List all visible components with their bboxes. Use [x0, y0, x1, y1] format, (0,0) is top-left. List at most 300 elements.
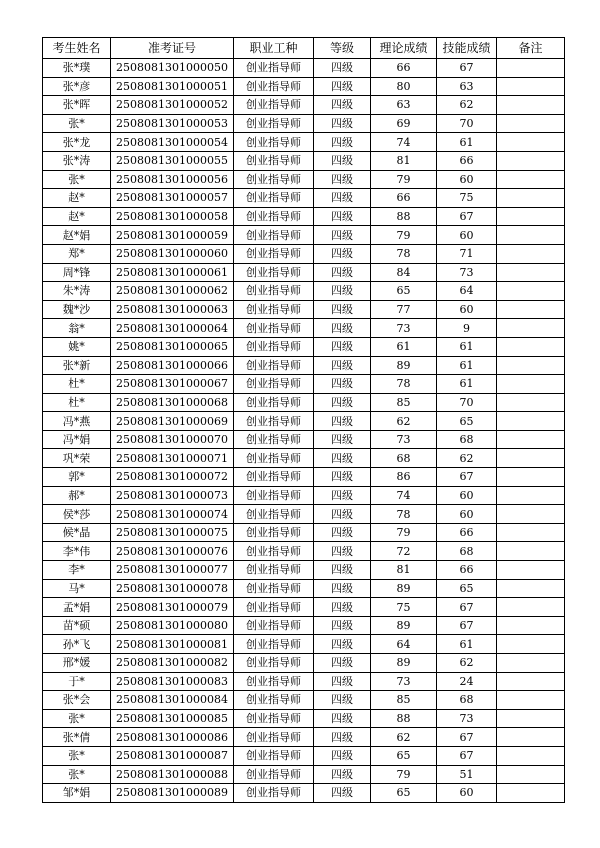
cell-skill-score: 68 — [437, 542, 497, 561]
table-row — [43, 412, 565, 431]
cell-level: 四级 — [314, 189, 371, 208]
cell-exam-id: 2508081301000062 — [111, 282, 234, 301]
cell-exam-id: 2508081301000057 — [111, 189, 234, 208]
cell-name: 邹*娟 — [43, 784, 111, 803]
cell-exam-id: 2508081301000063 — [111, 300, 234, 319]
cell-remarks — [497, 151, 565, 170]
cell-skill-score: 65 — [437, 412, 497, 431]
cell-level: 四级 — [314, 170, 371, 189]
cell-level: 四级 — [314, 542, 371, 561]
table-row — [43, 189, 565, 208]
cell-name: 姚* — [43, 337, 111, 356]
cell-theory-score: 84 — [371, 263, 437, 282]
cell-name: 侯*莎 — [43, 505, 111, 524]
cell-level: 四级 — [314, 337, 371, 356]
table-row — [43, 523, 565, 542]
header-skill-score: 技能成绩 — [437, 38, 497, 59]
cell-theory-score: 89 — [371, 616, 437, 635]
cell-name: 巩*荣 — [43, 449, 111, 468]
cell-skill-score: 61 — [437, 133, 497, 152]
cell-exam-id: 2508081301000067 — [111, 375, 234, 394]
cell-name: 郑* — [43, 244, 111, 263]
cell-theory-score: 81 — [371, 151, 437, 170]
cell-theory-score: 79 — [371, 523, 437, 542]
cell-name: 邢*媛 — [43, 654, 111, 673]
cell-skill-score: 63 — [437, 77, 497, 96]
cell-exam-id: 2508081301000069 — [111, 412, 234, 431]
cell-name: 郝* — [43, 486, 111, 505]
cell-skill-score: 24 — [437, 672, 497, 691]
cell-theory-score: 89 — [371, 356, 437, 375]
cell-name: 张*彦 — [43, 77, 111, 96]
cell-remarks — [497, 709, 565, 728]
cell-theory-score: 73 — [371, 672, 437, 691]
cell-occupation: 创业指导师 — [234, 709, 314, 728]
cell-theory-score: 61 — [371, 337, 437, 356]
cell-level: 四级 — [314, 226, 371, 245]
cell-exam-id: 2508081301000060 — [111, 244, 234, 263]
table-row — [43, 468, 565, 487]
cell-level: 四级 — [314, 77, 371, 96]
cell-theory-score: 78 — [371, 505, 437, 524]
cell-theory-score: 89 — [371, 579, 437, 598]
cell-remarks — [497, 672, 565, 691]
cell-exam-id: 2508081301000056 — [111, 170, 234, 189]
cell-skill-score: 67 — [437, 746, 497, 765]
cell-name: 孙*飞 — [43, 635, 111, 654]
cell-occupation: 创业指导师 — [234, 356, 314, 375]
cell-remarks — [497, 282, 565, 301]
table-row — [43, 430, 565, 449]
cell-occupation: 创业指导师 — [234, 412, 314, 431]
cell-remarks — [497, 59, 565, 78]
cell-occupation: 创业指导师 — [234, 691, 314, 710]
cell-exam-id: 2508081301000054 — [111, 133, 234, 152]
cell-name: 马* — [43, 579, 111, 598]
cell-theory-score: 85 — [371, 393, 437, 412]
cell-occupation: 创业指导师 — [234, 96, 314, 115]
cell-level: 四级 — [314, 96, 371, 115]
table-row — [43, 226, 565, 245]
cell-theory-score: 85 — [371, 691, 437, 710]
table-row — [43, 96, 565, 115]
table-row — [43, 505, 565, 524]
cell-level: 四级 — [314, 579, 371, 598]
cell-level: 四级 — [314, 561, 371, 580]
cell-skill-score: 67 — [437, 207, 497, 226]
cell-exam-id: 2508081301000079 — [111, 598, 234, 617]
table-row — [43, 356, 565, 375]
cell-skill-score: 66 — [437, 561, 497, 580]
cell-exam-id: 2508081301000065 — [111, 337, 234, 356]
cell-theory-score: 66 — [371, 59, 437, 78]
cell-name: 张*新 — [43, 356, 111, 375]
cell-remarks — [497, 691, 565, 710]
cell-theory-score: 73 — [371, 430, 437, 449]
header-level: 等级 — [314, 38, 371, 59]
table-row — [43, 709, 565, 728]
cell-level: 四级 — [314, 282, 371, 301]
cell-occupation: 创业指导师 — [234, 244, 314, 263]
cell-exam-id: 2508081301000053 — [111, 114, 234, 133]
cell-level: 四级 — [314, 523, 371, 542]
cell-exam-id: 2508081301000087 — [111, 746, 234, 765]
table-row — [43, 77, 565, 96]
cell-name: 张* — [43, 746, 111, 765]
cell-name: 张*会 — [43, 691, 111, 710]
cell-level: 四级 — [314, 616, 371, 635]
cell-remarks — [497, 77, 565, 96]
cell-occupation: 创业指导师 — [234, 133, 314, 152]
cell-exam-id: 2508081301000073 — [111, 486, 234, 505]
cell-name: 候*晶 — [43, 523, 111, 542]
table-row — [43, 263, 565, 282]
cell-skill-score: 70 — [437, 114, 497, 133]
cell-exam-id: 2508081301000074 — [111, 505, 234, 524]
cell-skill-score: 67 — [437, 598, 497, 617]
cell-remarks — [497, 319, 565, 338]
table-row — [43, 746, 565, 765]
cell-occupation: 创业指导师 — [234, 784, 314, 803]
cell-name: 冯*娟 — [43, 430, 111, 449]
cell-occupation: 创业指导师 — [234, 189, 314, 208]
score-table — [42, 37, 565, 803]
cell-skill-score: 60 — [437, 170, 497, 189]
cell-theory-score: 79 — [371, 170, 437, 189]
cell-occupation: 创业指导师 — [234, 226, 314, 245]
cell-remarks — [497, 765, 565, 784]
cell-skill-score: 51 — [437, 765, 497, 784]
table-row — [43, 579, 565, 598]
cell-exam-id: 2508081301000061 — [111, 263, 234, 282]
table-row — [43, 635, 565, 654]
cell-name: 张*倩 — [43, 728, 111, 747]
cell-exam-id: 2508081301000083 — [111, 672, 234, 691]
cell-exam-id: 2508081301000082 — [111, 654, 234, 673]
cell-exam-id: 2508081301000052 — [111, 96, 234, 115]
cell-skill-score: 60 — [437, 784, 497, 803]
cell-occupation: 创业指导师 — [234, 337, 314, 356]
table-row — [43, 765, 565, 784]
cell-skill-score: 60 — [437, 226, 497, 245]
cell-name: 杜* — [43, 375, 111, 394]
cell-theory-score: 63 — [371, 96, 437, 115]
cell-theory-score: 80 — [371, 77, 437, 96]
cell-remarks — [497, 746, 565, 765]
cell-skill-score: 61 — [437, 375, 497, 394]
table-row — [43, 244, 565, 263]
cell-remarks — [497, 654, 565, 673]
cell-level: 四级 — [314, 709, 371, 728]
cell-level: 四级 — [314, 654, 371, 673]
cell-theory-score: 65 — [371, 784, 437, 803]
cell-theory-score: 66 — [371, 189, 437, 208]
cell-level: 四级 — [314, 244, 371, 263]
cell-theory-score: 65 — [371, 746, 437, 765]
header-exam-id: 准考证号 — [111, 38, 234, 59]
table-row — [43, 282, 565, 301]
cell-theory-score: 81 — [371, 561, 437, 580]
cell-occupation: 创业指导师 — [234, 430, 314, 449]
table-row — [43, 691, 565, 710]
cell-theory-score: 78 — [371, 244, 437, 263]
cell-exam-id: 2508081301000084 — [111, 691, 234, 710]
cell-occupation: 创业指导师 — [234, 114, 314, 133]
cell-remarks — [497, 449, 565, 468]
table-row — [43, 784, 565, 803]
cell-remarks — [497, 635, 565, 654]
cell-level: 四级 — [314, 449, 371, 468]
cell-skill-score: 62 — [437, 96, 497, 115]
cell-skill-score: 73 — [437, 263, 497, 282]
cell-remarks — [497, 393, 565, 412]
table-row — [43, 449, 565, 468]
cell-occupation: 创业指导师 — [234, 282, 314, 301]
cell-theory-score: 78 — [371, 375, 437, 394]
cell-level: 四级 — [314, 300, 371, 319]
cell-level: 四级 — [314, 505, 371, 524]
cell-skill-score: 61 — [437, 635, 497, 654]
cell-occupation: 创业指导师 — [234, 449, 314, 468]
cell-skill-score: 67 — [437, 59, 497, 78]
cell-exam-id: 2508081301000086 — [111, 728, 234, 747]
cell-exam-id: 2508081301000072 — [111, 468, 234, 487]
cell-level: 四级 — [314, 691, 371, 710]
cell-name: 赵* — [43, 207, 111, 226]
cell-skill-score: 71 — [437, 244, 497, 263]
cell-occupation: 创业指导师 — [234, 598, 314, 617]
header-theory-score: 理论成绩 — [371, 38, 437, 59]
cell-level: 四级 — [314, 765, 371, 784]
cell-occupation: 创业指导师 — [234, 654, 314, 673]
cell-skill-score: 68 — [437, 430, 497, 449]
cell-skill-score: 61 — [437, 337, 497, 356]
cell-occupation: 创业指导师 — [234, 319, 314, 338]
cell-remarks — [497, 542, 565, 561]
cell-occupation: 创业指导师 — [234, 505, 314, 524]
cell-occupation: 创业指导师 — [234, 59, 314, 78]
cell-occupation: 创业指导师 — [234, 672, 314, 691]
cell-remarks — [497, 244, 565, 263]
cell-remarks — [497, 96, 565, 115]
cell-occupation: 创业指导师 — [234, 765, 314, 784]
cell-remarks — [497, 170, 565, 189]
cell-remarks — [497, 505, 565, 524]
cell-skill-score: 62 — [437, 449, 497, 468]
cell-skill-score: 68 — [437, 691, 497, 710]
cell-exam-id: 2508081301000088 — [111, 765, 234, 784]
cell-remarks — [497, 337, 565, 356]
table-row — [43, 616, 565, 635]
cell-skill-score: 70 — [437, 393, 497, 412]
cell-theory-score: 75 — [371, 598, 437, 617]
cell-theory-score: 69 — [371, 114, 437, 133]
cell-level: 四级 — [314, 319, 371, 338]
cell-exam-id: 2508081301000059 — [111, 226, 234, 245]
cell-name: 周*锋 — [43, 263, 111, 282]
cell-name: 张*晖 — [43, 96, 111, 115]
cell-theory-score: 74 — [371, 133, 437, 152]
table-row — [43, 393, 565, 412]
cell-exam-id: 2508081301000077 — [111, 561, 234, 580]
cell-remarks — [497, 356, 565, 375]
cell-level: 四级 — [314, 486, 371, 505]
cell-level: 四级 — [314, 133, 371, 152]
cell-remarks — [497, 412, 565, 431]
cell-name: 李*伟 — [43, 542, 111, 561]
cell-skill-score: 60 — [437, 300, 497, 319]
table-row — [43, 114, 565, 133]
cell-level: 四级 — [314, 151, 371, 170]
cell-theory-score: 88 — [371, 207, 437, 226]
cell-skill-score: 60 — [437, 505, 497, 524]
cell-occupation: 创业指导师 — [234, 207, 314, 226]
cell-level: 四级 — [314, 784, 371, 803]
cell-skill-score: 9 — [437, 319, 497, 338]
cell-occupation: 创业指导师 — [234, 561, 314, 580]
table-row — [43, 375, 565, 394]
table-row — [43, 337, 565, 356]
cell-remarks — [497, 430, 565, 449]
cell-level: 四级 — [314, 412, 371, 431]
cell-name: 张* — [43, 765, 111, 784]
cell-theory-score: 62 — [371, 728, 437, 747]
cell-theory-score: 77 — [371, 300, 437, 319]
cell-skill-score: 75 — [437, 189, 497, 208]
cell-remarks — [497, 728, 565, 747]
cell-occupation: 创业指导师 — [234, 728, 314, 747]
cell-remarks — [497, 263, 565, 282]
cell-theory-score: 88 — [371, 709, 437, 728]
cell-occupation: 创业指导师 — [234, 542, 314, 561]
cell-theory-score: 62 — [371, 412, 437, 431]
cell-remarks — [497, 114, 565, 133]
cell-level: 四级 — [314, 375, 371, 394]
cell-exam-id: 2508081301000064 — [111, 319, 234, 338]
cell-level: 四级 — [314, 672, 371, 691]
cell-exam-id: 2508081301000070 — [111, 430, 234, 449]
cell-name: 翁* — [43, 319, 111, 338]
cell-occupation: 创业指导师 — [234, 616, 314, 635]
cell-name: 李* — [43, 561, 111, 580]
cell-remarks — [497, 207, 565, 226]
table-row — [43, 319, 565, 338]
cell-level: 四级 — [314, 635, 371, 654]
cell-occupation: 创业指导师 — [234, 300, 314, 319]
cell-exam-id: 2508081301000071 — [111, 449, 234, 468]
cell-skill-score: 65 — [437, 579, 497, 598]
table-row — [43, 59, 565, 78]
cell-occupation: 创业指导师 — [234, 468, 314, 487]
cell-occupation: 创业指导师 — [234, 486, 314, 505]
cell-exam-id: 2508081301000068 — [111, 393, 234, 412]
cell-remarks — [497, 226, 565, 245]
cell-name: 于* — [43, 672, 111, 691]
cell-name: 张*龙 — [43, 133, 111, 152]
cell-exam-id: 2508081301000075 — [111, 523, 234, 542]
cell-name: 杜* — [43, 393, 111, 412]
cell-exam-id: 2508081301000089 — [111, 784, 234, 803]
cell-skill-score: 67 — [437, 616, 497, 635]
cell-theory-score: 89 — [371, 654, 437, 673]
cell-occupation: 创业指导师 — [234, 523, 314, 542]
table-row — [43, 654, 565, 673]
cell-skill-score: 67 — [437, 728, 497, 747]
table-row — [43, 672, 565, 691]
cell-theory-score: 64 — [371, 635, 437, 654]
cell-occupation: 创业指导师 — [234, 579, 314, 598]
cell-remarks — [497, 561, 565, 580]
table-row — [43, 486, 565, 505]
cell-occupation: 创业指导师 — [234, 170, 314, 189]
cell-remarks — [497, 579, 565, 598]
cell-skill-score: 66 — [437, 151, 497, 170]
header-row — [43, 38, 565, 59]
cell-theory-score: 86 — [371, 468, 437, 487]
cell-theory-score: 73 — [371, 319, 437, 338]
cell-name: 朱*涛 — [43, 282, 111, 301]
table-row — [43, 133, 565, 152]
table-row — [43, 151, 565, 170]
cell-occupation: 创业指导师 — [234, 635, 314, 654]
cell-remarks — [497, 523, 565, 542]
cell-exam-id: 2508081301000085 — [111, 709, 234, 728]
table-row — [43, 561, 565, 580]
cell-skill-score: 66 — [437, 523, 497, 542]
cell-level: 四级 — [314, 468, 371, 487]
cell-level: 四级 — [314, 59, 371, 78]
cell-name: 赵*娟 — [43, 226, 111, 245]
cell-occupation: 创业指导师 — [234, 746, 314, 765]
table-row — [43, 728, 565, 747]
cell-skill-score: 61 — [437, 356, 497, 375]
header-name: 考生姓名 — [43, 38, 111, 59]
table-row — [43, 207, 565, 226]
table-row — [43, 542, 565, 561]
cell-exam-id: 2508081301000055 — [111, 151, 234, 170]
cell-name: 赵* — [43, 189, 111, 208]
cell-exam-id: 2508081301000050 — [111, 59, 234, 78]
cell-remarks — [497, 784, 565, 803]
cell-remarks — [497, 375, 565, 394]
cell-level: 四级 — [314, 356, 371, 375]
cell-exam-id: 2508081301000076 — [111, 542, 234, 561]
cell-occupation: 创业指导师 — [234, 151, 314, 170]
cell-level: 四级 — [314, 728, 371, 747]
cell-level: 四级 — [314, 114, 371, 133]
cell-name: 苗*硕 — [43, 616, 111, 635]
cell-occupation: 创业指导师 — [234, 77, 314, 96]
cell-remarks — [497, 300, 565, 319]
header-occupation: 职业工种 — [234, 38, 314, 59]
cell-remarks — [497, 189, 565, 208]
cell-name: 张*涛 — [43, 151, 111, 170]
cell-name: 魏*沙 — [43, 300, 111, 319]
cell-exam-id: 2508081301000058 — [111, 207, 234, 226]
table-row — [43, 300, 565, 319]
table-row — [43, 598, 565, 617]
cell-name: 张* — [43, 709, 111, 728]
cell-name: 郭* — [43, 468, 111, 487]
cell-theory-score: 72 — [371, 542, 437, 561]
cell-skill-score: 64 — [437, 282, 497, 301]
cell-exam-id: 2508081301000081 — [111, 635, 234, 654]
cell-exam-id: 2508081301000066 — [111, 356, 234, 375]
cell-name: 张*璞 — [43, 59, 111, 78]
cell-level: 四级 — [314, 598, 371, 617]
cell-remarks — [497, 133, 565, 152]
cell-occupation: 创业指导师 — [234, 263, 314, 282]
